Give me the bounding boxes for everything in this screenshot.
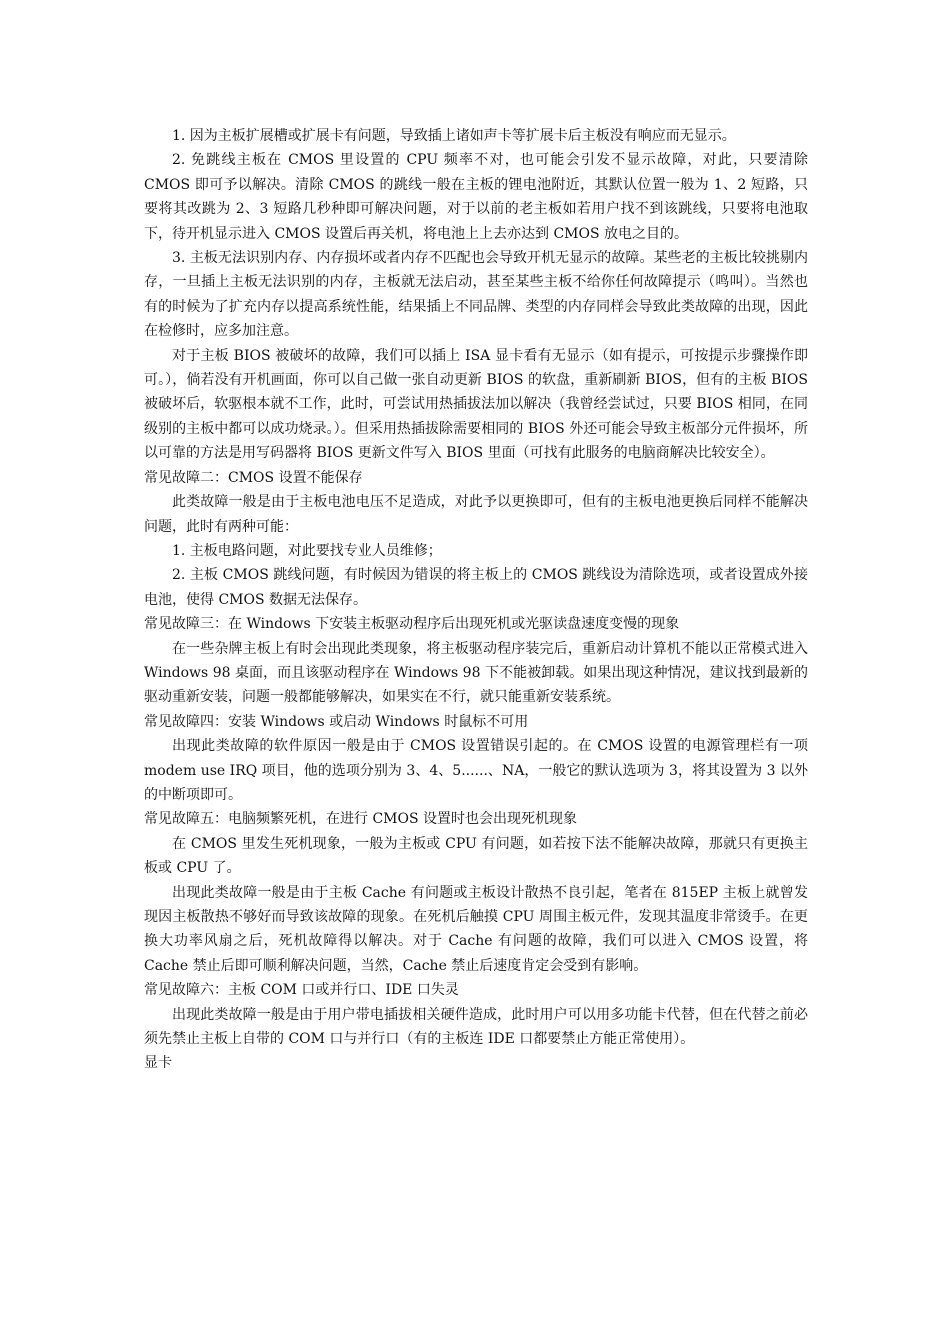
section-heading: 常见故障二：CMOS 设置不能保存 bbox=[144, 469, 363, 486]
paragraph: 在一些杂牌主板上有时会出现此类现象，将主板驱动程序装完后，重新启动计算机不能以正常模式进入 Windows 98 桌面，而且该驱动程序在 Windows 98 下不能被卸载。如果出现这种情况，建议找到最新的驱动重新安装，问题一般都能够解决，如果实在不行，就只能重新安装系统。 bbox=[144, 640, 808, 706]
section-heading: 常见故障三：在 Windows 下安装主板驱动程序后出现死机或光驱读盘速度变慢的现象 bbox=[144, 616, 680, 633]
paragraph: 在 CMOS 里发生死机现象，一般为主板或 CPU 有问题，如若按下法不能解决故障，那就只有更换主板或 CPU 了。 bbox=[144, 835, 808, 877]
paragraph: 出现此类故障的软件原因一般是由于 CMOS 设置错误引起的。在 CMOS 设置的电源管理栏有一项 modem use IRQ 项目，他的选项分别为 3、4、5......、NA，一般它的默认选项为 3，将其设置为 3 以外的中断项即可。 bbox=[144, 738, 808, 803]
paragraph: 出现此类故障一般是由于主板 Cache 有问题或主板设计散热不良引起，笔者在 815EP 主板上就曾发现因主板散热不够好而导致该故障的现象。在死机后触摸 CPU 周围主板元件，发现其温度非常烫手。在更换大功率风扇之后，死机故障得以解决。对于 Cache 有问题的故障，我们可以进入 CMOS 设置，将 Cache 禁止后即可顺利解决问题，当然，Cache 禁止后速度肯定会受到有影响。 bbox=[144, 884, 808, 974]
paragraph: 2. 主板 CMOS 跳线问题，有时候因为错误的将主板上的 CMOS 跳线设为清除选项，或者设置成外接电池，使得 CMOS 数据无法保存。 bbox=[144, 567, 808, 608]
paragraph: 此类故障一般是由于主板电池电压不足造成，对此予以更换即可，但有的主板电池更换后同样不能解决问题，此时有两种可能： bbox=[144, 494, 808, 535]
section-heading: 显卡 bbox=[144, 1055, 172, 1072]
paragraph: 对于主板 BIOS 被破坏的故障，我们可以插上 ISA 显卡看有无显示（如有提示，可按提示步骤操作即可。），倘若没有开机画面，你可以自己做一张自动更新 BIOS 的软盘，重新刷新 BIOS，但有的主板 BIOS 被破坏后，软驱根本就不工作，此时，可尝试用热插拔法加以解决（我曾经尝试过，只要 BIOS 相同，在同级别的主板中都可以成功烧录。）。但采用热插拔除需要相同的 BIOS 外还可能会导致主板部分元件损坏，所以可靠的方法是用写码器将 BIOS 更新文件写入 BIOS 里面（可找有此服务的电脑商解决比较安全）。 bbox=[144, 347, 808, 462]
paragraph: 3. 主板无法识别内存、内存损坏或者内存不匹配也会导致开机无显示的故障。某些老的主板比较挑剔内存，一旦插上主板无法识别的内存，主板就无法启动，甚至某些主板不给你任何故障提示（鸣叫）。当然也有的时候为了扩充内存以提高系统性能，结果插上不同品牌、类型的内存同样会导致此类故障的出现，因此在检修时，应多加注意。 bbox=[144, 250, 808, 340]
paragraph: 出现此类故障一般是由于用户带电插拔相关硬件造成，此时用户可以用多功能卡代替，但在代替之前必须先禁止主板上自带的 COM 口与并行口（有的主板连 IDE 口都要禁止方能正常使用）。 bbox=[144, 1006, 808, 1048]
paragraph: 1. 主板电路问题，对此要找专业人员维修； bbox=[172, 542, 442, 559]
section-heading: 常见故障六：主板 COM 口或并行口、IDE 口失灵 bbox=[144, 982, 459, 999]
paragraph: 1. 因为主板扩展槽或扩展卡有问题，导致插上诸如声卡等扩展卡后主板没有响应而无显示。 bbox=[172, 128, 736, 144]
section-heading: 常见故障四：安装 Windows 或启动 Windows 时鼠标不可用 bbox=[144, 713, 529, 730]
document-body bbox=[144, 124, 808, 1076]
paragraph: 2. 免跳线主板在 CMOS 里设置的 CPU 频率不对，也可能会引发不显示故障，对此，只要清除 CMOS 即可予以解决。清除 CMOS 的跳线一般在主板的锂电池附近，其默认位置一般为 1、2 短路，只要将其改跳为 2、3 短路几秒种即可解决问题，对于以前的老主板如若用户找不到该跳线，只要将电池取下，待开机显示进入 CMOS 设置后再关机，将电池上上去亦达到 CMOS 放电之目的。 bbox=[144, 152, 808, 242]
section-heading: 常见故障五：电脑频繁死机，在进行 CMOS 设置时也会出现死机现象 bbox=[144, 811, 578, 828]
